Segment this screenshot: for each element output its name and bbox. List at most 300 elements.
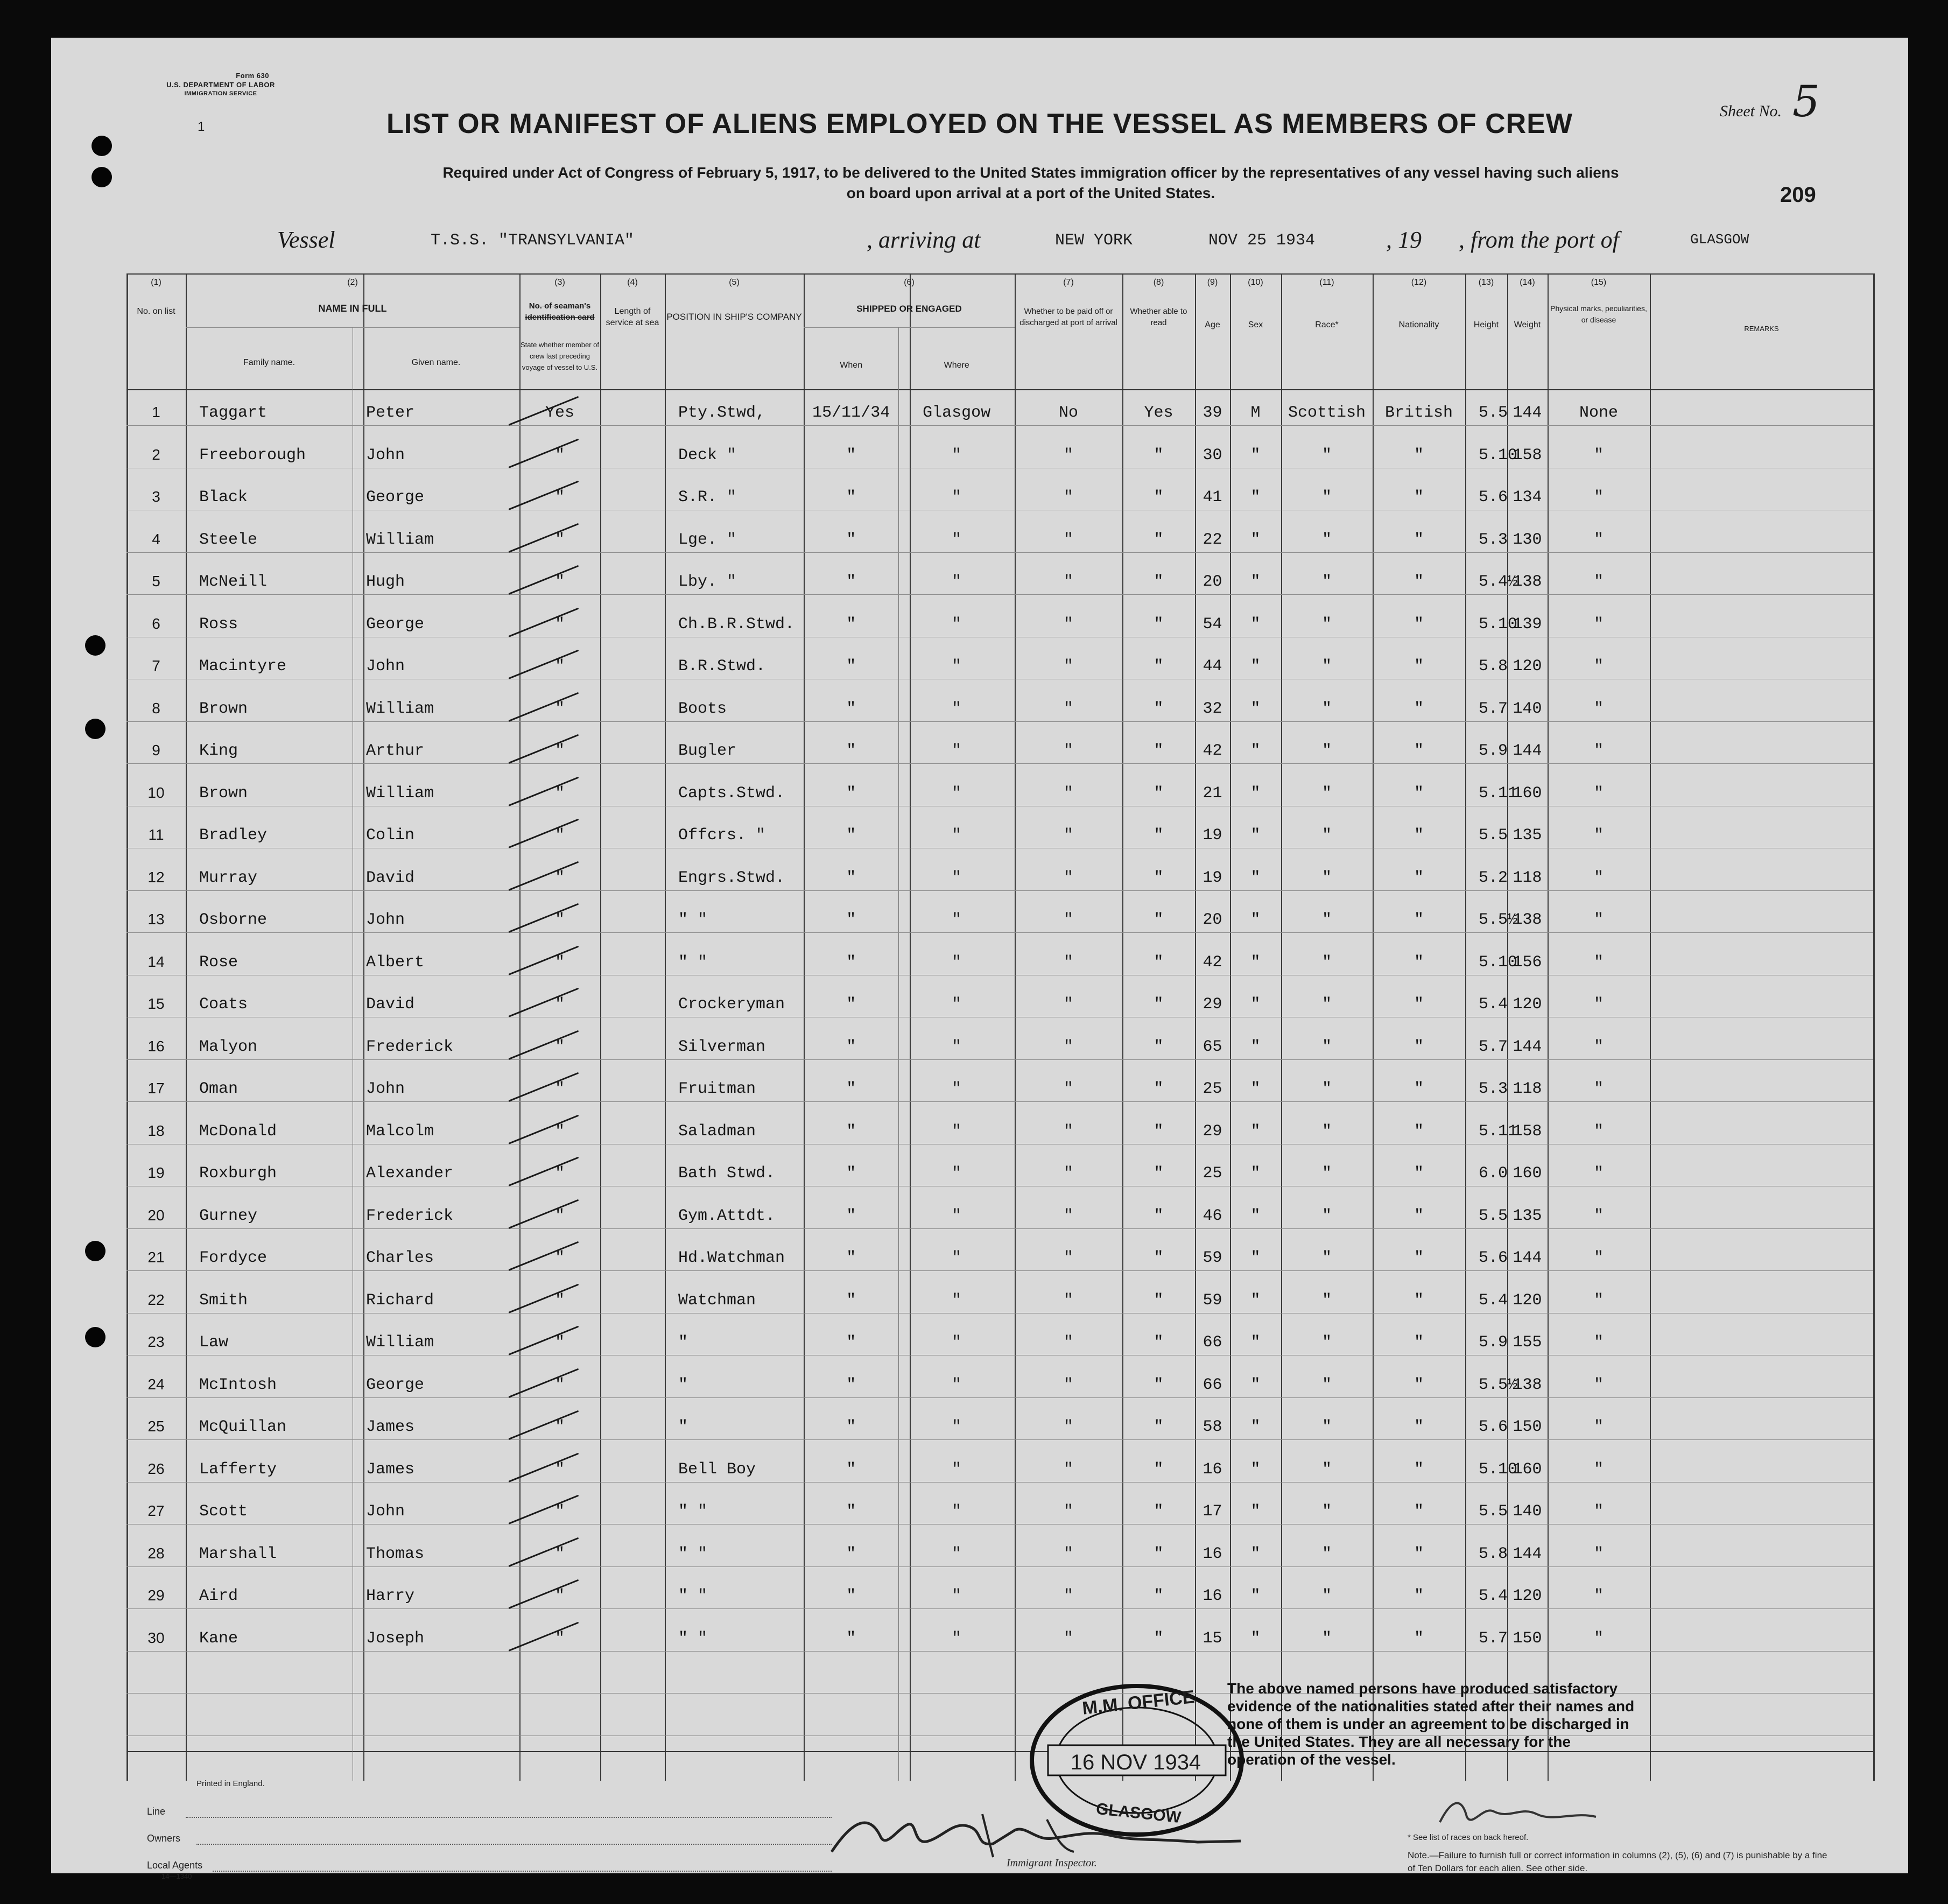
table-row	[126, 1291, 1873, 1313]
cell-height: 5.9	[1479, 1333, 1508, 1352]
table-row	[126, 784, 1873, 806]
cell-given: James	[366, 1460, 415, 1479]
cell-sex: M	[1250, 404, 1261, 422]
cell-position: Capts.Stwd.	[678, 784, 785, 803]
cell-weight: 138	[1513, 911, 1542, 929]
cell-read: "	[1154, 1291, 1164, 1310]
cell-no: 3	[152, 488, 160, 505]
cell-family: McNeill	[199, 573, 268, 591]
cell-age: 25	[1202, 1164, 1222, 1183]
cell-when: "	[846, 615, 856, 634]
cell-position: Watchman	[678, 1291, 756, 1310]
cell-race: "	[1321, 699, 1332, 718]
cell-position: Engrs.Stwd.	[678, 868, 785, 887]
cell-paid: "	[1063, 1544, 1073, 1563]
cell-age: 42	[1202, 953, 1222, 972]
cell-position: " "	[678, 953, 708, 972]
cell-marks: "	[1593, 1375, 1604, 1394]
cell-family: King	[199, 742, 238, 760]
cell-family: Coats	[199, 995, 248, 1014]
cell-nat: "	[1413, 1291, 1424, 1310]
cell-position: Bath Stwd.	[678, 1164, 776, 1183]
sheet-number: 5	[1792, 76, 1820, 127]
footer-note: Note.—Failure to furnish full or correct information in columns (2), (5), (6) and (7) is punishable by a fine of Ten Dollars for each alien. See other side.	[1408, 1850, 1827, 1873]
cell-weight: 144	[1513, 404, 1542, 422]
cell-family: Osborne	[199, 911, 268, 929]
race-note: * See list of races on back hereof.	[1408, 1833, 1529, 1842]
cell-given: William	[366, 1333, 434, 1352]
cell-marks: "	[1593, 1587, 1604, 1605]
cell-sex: "	[1250, 573, 1261, 591]
cell-family: Law	[199, 1333, 229, 1352]
cell-paid: "	[1063, 911, 1073, 929]
cell-sex: "	[1250, 1629, 1261, 1648]
table-row	[126, 1502, 1873, 1524]
cell-race: "	[1321, 488, 1332, 507]
cell-marks: "	[1593, 699, 1604, 718]
row-rule	[126, 552, 1873, 553]
cell-where: Glasgow	[923, 404, 991, 422]
cell-position: Saladman	[678, 1122, 756, 1141]
cell-paid: "	[1063, 657, 1073, 676]
form-service: IMMIGRATION SERVICE	[184, 90, 257, 97]
cell-sex: "	[1250, 1460, 1261, 1479]
cell-paid: "	[1063, 1460, 1073, 1479]
header-c6b: Where	[944, 361, 969, 370]
cell-position: Deck "	[678, 446, 737, 465]
header-c4-num: (4)	[627, 278, 638, 287]
cell-no: 16	[147, 1037, 165, 1055]
cell-nat: "	[1413, 1037, 1424, 1056]
cell-given: Frederick	[366, 1037, 454, 1056]
cell-age: 29	[1202, 1122, 1222, 1141]
cell-marks: "	[1593, 1629, 1604, 1648]
cell-given: William	[366, 699, 434, 718]
cell-height: 5.3	[1479, 1080, 1508, 1098]
cell-marks: None	[1579, 404, 1618, 422]
manifest-subtitle	[288, 163, 1774, 203]
cell-race: "	[1321, 1249, 1332, 1267]
cell-position: Crockeryman	[678, 995, 785, 1014]
manifest-sheet	[51, 38, 1908, 1880]
cell-nat: "	[1413, 911, 1424, 929]
cell-marks: "	[1593, 1080, 1604, 1098]
cell-sex: "	[1250, 953, 1261, 972]
cell-weight: 155	[1513, 1333, 1542, 1352]
cell-nat: "	[1413, 1629, 1424, 1648]
cell-age: 16	[1202, 1460, 1222, 1479]
cell-nat: "	[1413, 1249, 1424, 1267]
header-c3-num: (3)	[554, 278, 565, 287]
cell-given: John	[366, 1080, 405, 1098]
cell-paid: "	[1063, 995, 1073, 1014]
cell-age: 54	[1202, 615, 1222, 634]
table-row	[126, 1164, 1873, 1186]
vessel-label: Vessel	[277, 227, 335, 253]
cell-height: 5.3	[1479, 530, 1508, 549]
row-rule	[126, 273, 1873, 275]
cell-weight: 150	[1513, 1418, 1542, 1436]
cell-nat: "	[1413, 1122, 1424, 1141]
cell-given: David	[366, 995, 415, 1014]
cell-height: 5.5	[1479, 1502, 1508, 1521]
cell-race: "	[1321, 1080, 1332, 1098]
header-c12-num: (12)	[1411, 278, 1427, 287]
cell-marks: "	[1593, 1164, 1604, 1183]
cell-where: "	[952, 1544, 962, 1563]
cell-where: "	[952, 1333, 962, 1352]
form-number: Form 630	[236, 72, 269, 80]
cell-race: "	[1321, 911, 1332, 929]
cell-nat: "	[1413, 1587, 1424, 1605]
cell-paid: "	[1063, 1164, 1073, 1183]
cell-age: 25	[1202, 1080, 1222, 1098]
cell-read: "	[1154, 1544, 1164, 1563]
cell-age: 19	[1202, 826, 1222, 845]
cell-weight: 150	[1513, 1629, 1542, 1648]
cell-race: "	[1321, 742, 1332, 760]
cell-nat: "	[1413, 1460, 1424, 1479]
cell-no: 17	[147, 1080, 165, 1097]
cell-given: Alexander	[366, 1164, 454, 1183]
cell-given: William	[366, 784, 434, 803]
cell-given: William	[366, 530, 434, 549]
cell-sex: "	[1250, 1418, 1261, 1436]
cell-no: 27	[147, 1502, 165, 1519]
cell-when: "	[846, 953, 856, 972]
cell-sex: "	[1250, 868, 1261, 887]
row-rule	[126, 1270, 1873, 1271]
cell-given: John	[366, 1502, 405, 1521]
header-c2: NAME IN FULL	[318, 303, 387, 314]
cell-nat: "	[1413, 1544, 1424, 1563]
cell-race: "	[1321, 1122, 1332, 1141]
cell-given: George	[366, 488, 425, 507]
cell-race: "	[1321, 1502, 1332, 1521]
header-c13-num: (13)	[1478, 278, 1494, 287]
row-rule	[126, 1651, 1873, 1652]
header-c2b: Given name.	[411, 358, 461, 367]
crew-manifest-table	[126, 273, 1873, 1781]
cell-read: "	[1154, 615, 1164, 634]
table-row	[126, 404, 1873, 425]
cell-where: "	[952, 911, 962, 929]
cell-read: "	[1154, 1122, 1164, 1141]
cell-nat: "	[1413, 488, 1424, 507]
row-rule	[126, 389, 1873, 390]
row-rule	[804, 327, 1015, 328]
table-row	[126, 700, 1873, 721]
cell-when: "	[846, 1080, 856, 1098]
cell-where: "	[952, 573, 962, 591]
cell-age: 46	[1202, 1206, 1222, 1225]
form-header	[140, 71, 301, 99]
cell-no: 7	[152, 657, 160, 674]
table-row	[126, 995, 1873, 1017]
header-c8-num: (8)	[1153, 278, 1164, 287]
cell-family: McQuillan	[199, 1418, 287, 1436]
cell-age: 21	[1202, 784, 1222, 803]
vessel-name: T.S.S. "TRANSYLVANIA"	[431, 231, 635, 250]
cell-when: "	[846, 1418, 856, 1436]
cell-position: Boots	[678, 699, 727, 718]
cell-where: "	[952, 1587, 962, 1605]
cell-weight: 158	[1513, 1122, 1542, 1141]
header-c12: Nationality	[1398, 320, 1439, 329]
cell-when: "	[846, 530, 856, 549]
cell-marks: "	[1593, 784, 1604, 803]
cell-marks: "	[1593, 1333, 1604, 1352]
cell-voyage: "	[554, 1544, 565, 1563]
cell-nat: "	[1413, 784, 1424, 803]
cell-nat: "	[1413, 1418, 1424, 1436]
cell-paid: "	[1063, 1249, 1073, 1267]
cell-sex: "	[1250, 1502, 1261, 1521]
cell-marks: "	[1593, 1249, 1604, 1267]
cell-paid: "	[1063, 1418, 1073, 1436]
cell-race: "	[1321, 1291, 1332, 1310]
cell-when: "	[846, 1375, 856, 1394]
cell-marks: "	[1593, 488, 1604, 507]
cell-family: Taggart	[199, 404, 268, 422]
cell-given: Colin	[366, 826, 415, 845]
form-department: U.S. DEPARTMENT OF LABOR	[166, 81, 275, 89]
cell-race: "	[1321, 573, 1332, 591]
cell-paid: "	[1063, 1037, 1073, 1056]
row-rule	[126, 890, 1873, 891]
cell-sex: "	[1250, 1080, 1261, 1098]
cell-voyage: "	[554, 911, 565, 929]
cell-family: Brown	[199, 699, 248, 718]
cell-position: " "	[678, 1629, 708, 1648]
cell-given: John	[366, 911, 405, 929]
cell-no: 11	[148, 826, 164, 843]
cell-height: 5.10	[1479, 615, 1518, 634]
cell-race: "	[1321, 1164, 1332, 1183]
cell-height: 5.4	[1479, 1291, 1508, 1310]
cell-marks: "	[1593, 1122, 1604, 1141]
cell-no: 9	[152, 742, 160, 758]
cell-position: B.R.Stwd.	[678, 657, 766, 676]
table-row	[126, 911, 1873, 932]
cell-sex: "	[1250, 699, 1261, 718]
cell-when: "	[846, 699, 856, 718]
cell-read: "	[1154, 530, 1164, 549]
row-rule	[126, 594, 1873, 595]
cell-paid: "	[1063, 1629, 1073, 1648]
cell-nat: "	[1413, 995, 1424, 1014]
table-row	[126, 826, 1873, 848]
header-c14-num: (14)	[1520, 278, 1535, 287]
cell-weight: 160	[1513, 784, 1542, 803]
cell-family: Oman	[199, 1080, 238, 1098]
header-c14: Weight	[1514, 320, 1541, 329]
cell-no: 23	[147, 1333, 165, 1350]
header-c1-num: (1)	[151, 278, 161, 287]
cell-paid: "	[1063, 784, 1073, 803]
cell-family: Roxburgh	[199, 1164, 277, 1183]
cell-position: Pty.Stwd,	[678, 404, 766, 422]
cell-when: "	[846, 1460, 856, 1479]
cell-voyage: "	[554, 1629, 565, 1648]
table-row	[126, 1207, 1873, 1228]
cell-height: 5.7	[1479, 1629, 1508, 1648]
table-row	[126, 1333, 1873, 1355]
table-row	[126, 1376, 1873, 1397]
cell-race: "	[1321, 1629, 1332, 1648]
cell-where: "	[952, 953, 962, 972]
cell-position: "	[678, 1333, 688, 1352]
cell-marks: "	[1593, 446, 1604, 465]
cell-family: Ross	[199, 615, 238, 634]
header-c2a: Family name.	[243, 358, 296, 367]
cell-marks: "	[1593, 995, 1604, 1014]
cell-weight: 135	[1513, 826, 1542, 845]
cell-age: 66	[1202, 1333, 1222, 1352]
cell-no: 15	[147, 995, 165, 1012]
punch-hole	[85, 635, 106, 656]
cell-no: 22	[147, 1291, 165, 1308]
header-c10-num: (10)	[1248, 278, 1263, 287]
cell-voyage: "	[554, 657, 565, 676]
cell-paid: "	[1063, 573, 1073, 591]
cell-voyage: "	[554, 1502, 565, 1521]
row-rule	[126, 1482, 1873, 1483]
form-code: 14—1340	[161, 1872, 192, 1880]
cell-age: 41	[1202, 488, 1222, 507]
header-c4: Length of service at sea	[606, 307, 659, 327]
cell-age: 17	[1202, 1502, 1222, 1521]
cell-age: 22	[1202, 530, 1222, 549]
cell-sex: "	[1250, 657, 1261, 676]
cell-nat: "	[1413, 1375, 1424, 1394]
cell-race: "	[1321, 1037, 1332, 1056]
cell-sex: "	[1250, 911, 1261, 929]
cell-paid: "	[1063, 699, 1073, 718]
cell-age: 29	[1202, 995, 1222, 1014]
cell-age: 44	[1202, 657, 1222, 676]
header-c7: Whether to be paid off or discharged at port of arrival	[1019, 307, 1117, 327]
row-rule	[126, 932, 1873, 933]
cell-nat: "	[1413, 1080, 1424, 1098]
cell-when: "	[846, 573, 856, 591]
cell-where: "	[952, 995, 962, 1014]
cell-given: David	[366, 868, 415, 887]
cell-no: 26	[147, 1460, 165, 1477]
cell-race: "	[1321, 1375, 1332, 1394]
cell-weight: 135	[1513, 1206, 1542, 1225]
cell-race: "	[1321, 1587, 1332, 1605]
cell-height: 5.6	[1479, 488, 1508, 507]
cell-paid: "	[1063, 446, 1073, 465]
row-rule	[126, 763, 1873, 764]
cell-where: "	[952, 1037, 962, 1056]
cell-no: 10	[147, 784, 165, 801]
cell-height: 5.6	[1479, 1418, 1508, 1436]
cell-no: 4	[152, 530, 160, 547]
cell-sex: "	[1250, 1544, 1261, 1563]
table-row	[126, 953, 1873, 975]
cell-age: 15	[1202, 1629, 1222, 1648]
cell-weight: 138	[1513, 1375, 1542, 1394]
header-c6a: When	[840, 361, 863, 370]
cell-race: "	[1321, 446, 1332, 465]
cell-given: Albert	[366, 953, 425, 972]
cell-no: 12	[147, 868, 165, 886]
cell-family: Aird	[199, 1587, 238, 1605]
cell-given: Arthur	[366, 742, 425, 760]
cell-read: "	[1154, 784, 1164, 803]
cell-voyage: "	[554, 1122, 565, 1141]
cell-no: 1	[152, 404, 160, 420]
header-c11: Race*	[1315, 320, 1339, 329]
cell-no: 29	[147, 1587, 165, 1604]
cell-weight: 158	[1513, 446, 1542, 465]
cell-nat: "	[1413, 742, 1424, 760]
table-row	[126, 573, 1873, 594]
cell-nat: British	[1384, 404, 1453, 422]
cell-height: 5.6	[1479, 1249, 1508, 1267]
cell-where: "	[952, 615, 962, 634]
cell-sex: "	[1250, 1164, 1261, 1183]
cell-weight: 120	[1513, 1587, 1542, 1605]
cell-nat: "	[1413, 953, 1424, 972]
cell-read: "	[1154, 953, 1164, 972]
cell-when: "	[846, 1333, 856, 1352]
cell-race: "	[1321, 995, 1332, 1014]
cell-marks: "	[1593, 530, 1604, 549]
cell-family: Freeborough	[199, 446, 306, 465]
table-row	[126, 1038, 1873, 1059]
owners-rule	[196, 1844, 832, 1845]
cell-race: "	[1321, 1418, 1332, 1436]
header-c9: Age	[1205, 320, 1220, 329]
cell-where: "	[952, 446, 962, 465]
subtitle-line-2: on board upon arrival at a port of the United States.	[846, 185, 1215, 201]
punch-hole	[85, 1241, 106, 1261]
cell-position: " "	[678, 1587, 708, 1605]
row-rule	[126, 1228, 1873, 1229]
cell-where: "	[952, 488, 962, 507]
cell-when: "	[846, 1249, 856, 1267]
cell-voyage: "	[554, 530, 565, 549]
cell-position: S.R. "	[678, 488, 737, 507]
cell-nat: "	[1413, 446, 1424, 465]
cell-height: 5.5	[1479, 826, 1508, 845]
cell-weight: 144	[1513, 1249, 1542, 1267]
cell-height: 5.5	[1479, 404, 1508, 422]
cell-position: Fruitman	[678, 1080, 756, 1098]
header-c6-num: (6)	[904, 278, 915, 287]
cell-weight: 130	[1513, 530, 1542, 549]
cell-position: "	[678, 1375, 688, 1394]
cell-where: "	[952, 1502, 962, 1521]
cell-read: "	[1154, 1629, 1164, 1648]
cell-age: 19	[1202, 868, 1222, 887]
cell-weight: 144	[1513, 1544, 1542, 1563]
cell-read: "	[1154, 1249, 1164, 1267]
page-number: 209	[1780, 183, 1816, 207]
cell-given: Frederick	[366, 1206, 454, 1225]
cell-read: "	[1154, 995, 1164, 1014]
cell-read: "	[1154, 573, 1164, 591]
header-c13: Height	[1473, 320, 1499, 329]
cell-where: "	[952, 868, 962, 887]
cell-when: "	[846, 488, 856, 507]
cell-no: 24	[147, 1375, 165, 1393]
cell-sex: "	[1250, 1122, 1261, 1141]
cell-marks: "	[1593, 868, 1604, 887]
